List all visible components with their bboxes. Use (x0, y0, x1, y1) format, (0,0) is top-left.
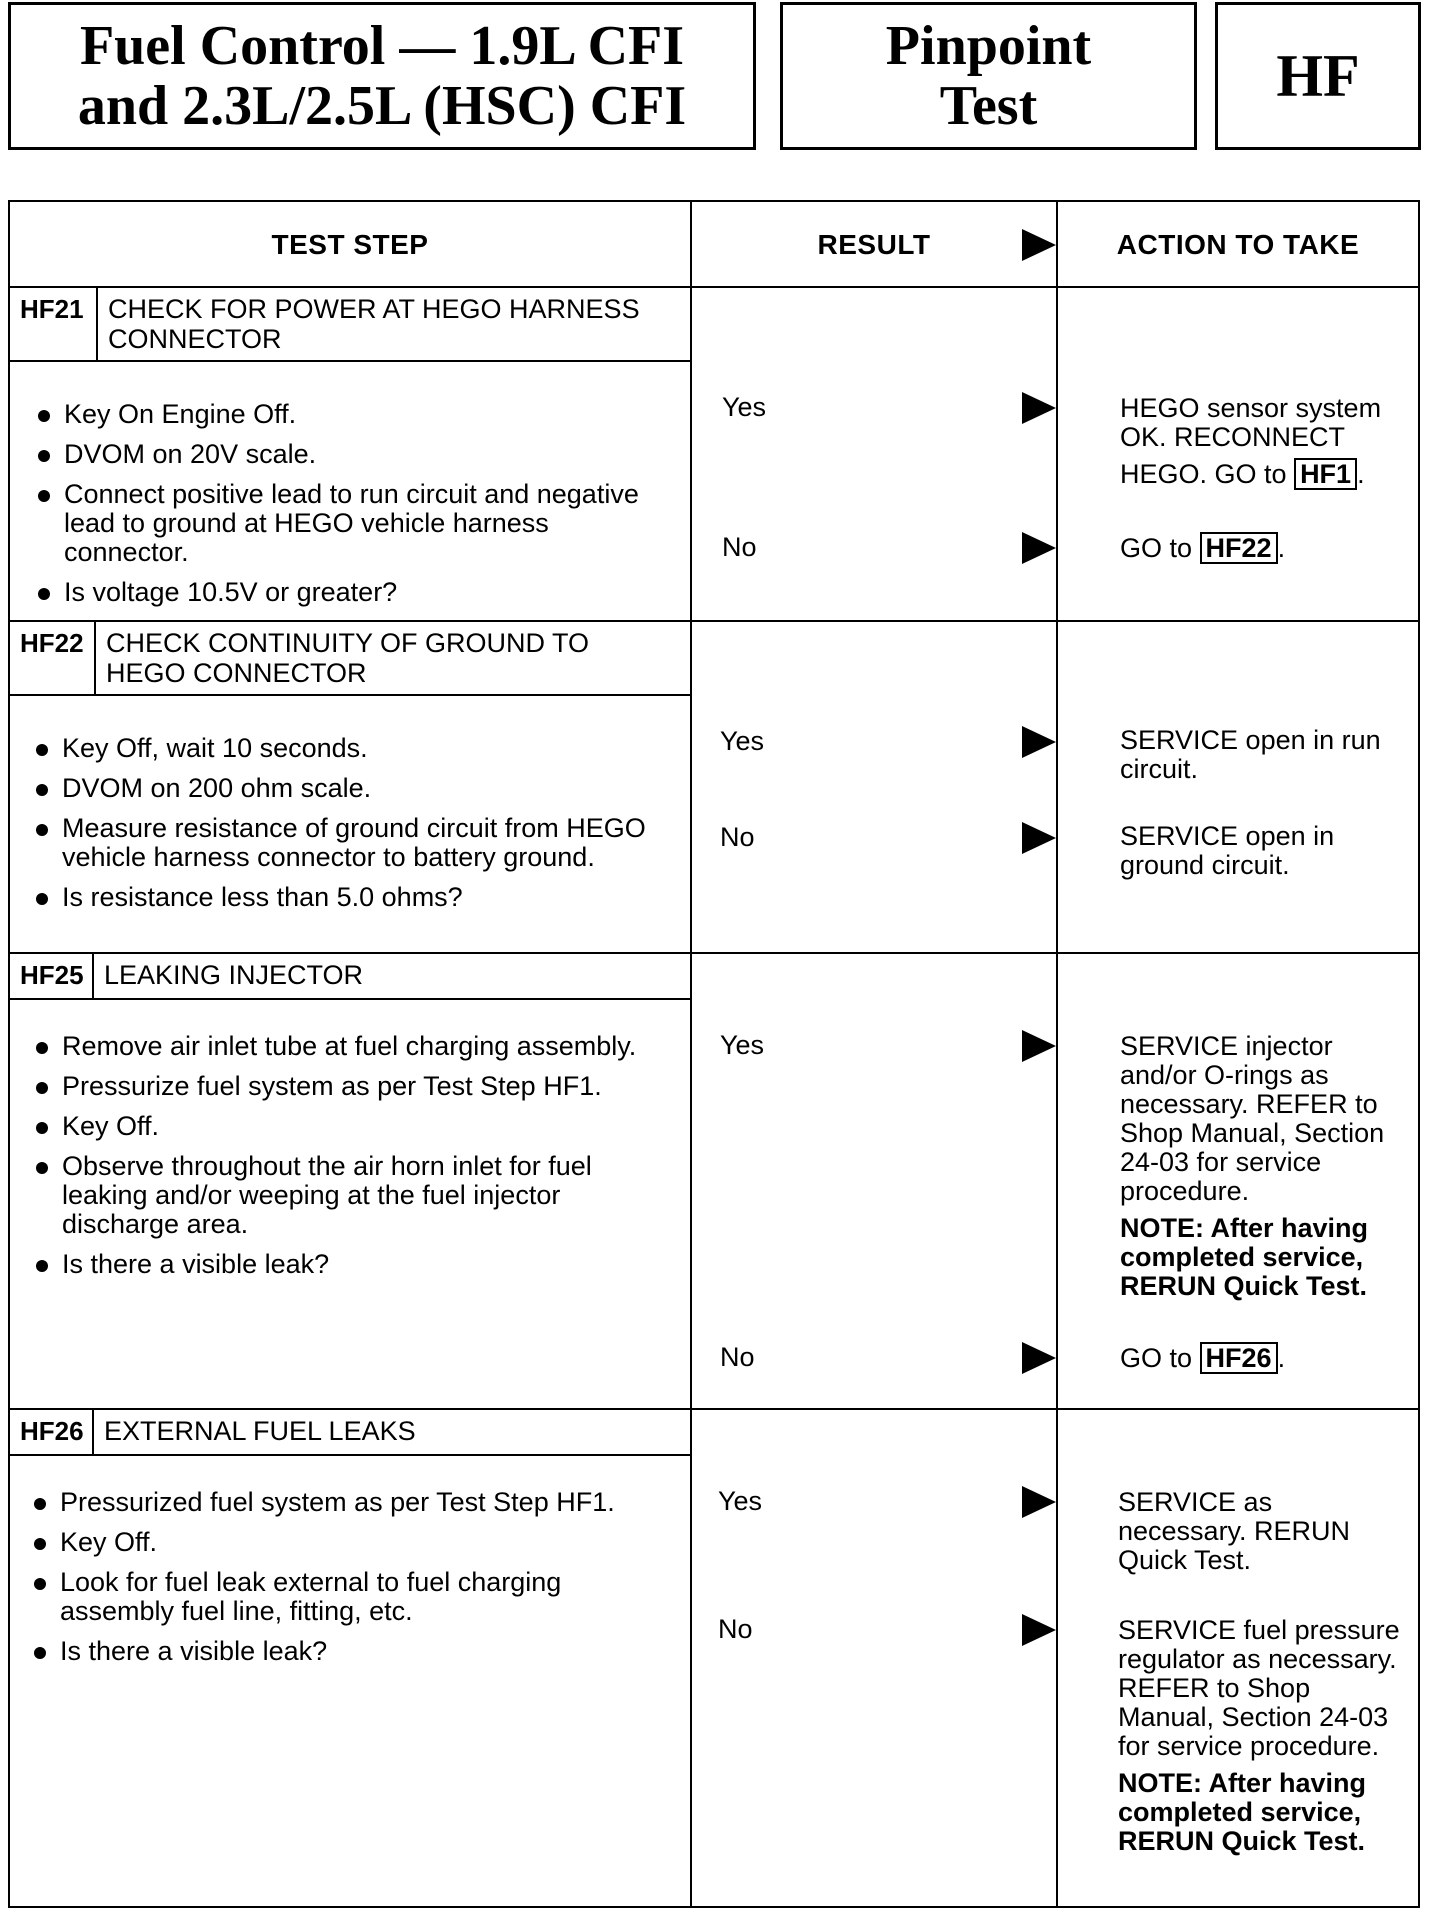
step-title-line1: CHECK FOR POWER AT HEGO HARNESS (108, 294, 640, 324)
action-yes (1120, 394, 1405, 490)
arrow-right-icon (1022, 726, 1056, 758)
arrow-right-icon (1022, 1486, 1056, 1518)
action-no-period: . (1277, 533, 1286, 563)
header-title-line2: and 2.3L/2.5L (HSC) CFI (77, 75, 687, 137)
step-title-line1: LEAKING INJECTOR (104, 960, 364, 990)
step-id-label: HF21 (20, 294, 84, 324)
step-bullet: Key Off. (32, 1112, 680, 1141)
step-reference-hf1[interactable]: HF1 (1294, 458, 1357, 490)
step-title (94, 622, 692, 696)
column-header-result (692, 202, 1056, 288)
test-step-hf21 (10, 288, 1418, 620)
action-no-text: GO to (1120, 533, 1193, 563)
header-title-line1: Fuel Control — 1.9L CFI (79, 15, 685, 77)
action-yes-text: SERVICE injector and/or O-rings as necessary. REFER to Shop Manual, Section 24-03 for service procedure. (1120, 1031, 1385, 1206)
column-header-action-label: ACTION TO TAKE (1116, 229, 1360, 260)
arrow-right-icon (1022, 822, 1056, 854)
step-bullet: Is resistance less than 5.0 ohms? (32, 883, 672, 912)
header-pinpoint-box (780, 2, 1197, 150)
test-step-hf26 (10, 1410, 1418, 1908)
step-bullet: Connect positive lead to run circuit and negative lead to ground at HEGO vehicle harness connector. (34, 480, 674, 567)
result-no: No (720, 822, 755, 852)
result-no: No (718, 1614, 753, 1644)
action-no (1118, 1616, 1403, 1856)
step-id (10, 954, 94, 1000)
step-bullet: Pressurized fuel system as per Test Step HF1. (30, 1488, 680, 1517)
header-code: HF (1276, 42, 1360, 109)
step-id-label: HF25 (20, 960, 84, 990)
step-bullet: Is voltage 10.5V or greater? (34, 578, 674, 607)
step-bullet: Key Off, wait 10 seconds. (32, 734, 672, 763)
action-yes-text: HEGO. GO to (1120, 459, 1287, 489)
step-reference-hf26[interactable]: HF26 (1200, 1342, 1278, 1374)
header-pinpoint-line2: Test (939, 75, 1038, 137)
step-bullet: DVOM on 200 ohm scale. (32, 774, 672, 803)
step-bullet: Remove air inlet tube at fuel charging assembly. (32, 1032, 680, 1061)
column-header-action (1058, 202, 1418, 288)
step-bullet: DVOM on 20V scale. (34, 440, 674, 469)
step-title-line1: EXTERNAL FUEL LEAKS (104, 1416, 416, 1446)
action-no-note: NOTE: After having completed service, RERUN Quick Test. (1118, 1768, 1367, 1856)
arrow-right-icon (1022, 1614, 1056, 1646)
arrow-right-icon (1022, 392, 1056, 424)
header-pinpoint-line1: Pinpoint (885, 15, 1092, 77)
action-yes-line1: HEGO sensor system (1120, 393, 1382, 423)
step-title (92, 954, 692, 1000)
result-yes: Yes (718, 1486, 763, 1516)
step-id (10, 1410, 94, 1456)
action-yes: SERVICE as necessary. RERUN Quick Test. (1118, 1487, 1351, 1575)
action-no-period: . (1277, 1343, 1286, 1373)
step-bullet: Key On Engine Off. (34, 400, 674, 429)
step-bullet: Observe throughout the air horn inlet for fuel leaking and/or weeping at the fuel injector discharge area. (32, 1152, 680, 1239)
header-code-box (1215, 2, 1421, 150)
step-title-line2: HEGO CONNECTOR (106, 658, 367, 688)
action-no-text: SERVICE fuel pressure regulator as necessary. REFER to Shop Manual, Section 24-03 for service procedure. (1118, 1615, 1400, 1761)
action-no (1120, 532, 1405, 564)
action-yes-line2: OK. RECONNECT (1120, 422, 1346, 452)
action-yes: SERVICE open in run circuit. (1120, 725, 1381, 784)
step-title-line1: CHECK CONTINUITY OF GROUND TO (106, 628, 590, 658)
step-id-label: HF26 (20, 1416, 84, 1446)
result-yes: Yes (720, 1030, 765, 1060)
arrow-right-icon (1022, 1342, 1056, 1374)
step-title (92, 1410, 692, 1456)
test-step-hf22 (10, 622, 1418, 952)
pinpoint-test-table (8, 200, 1420, 1908)
result-no: No (722, 532, 757, 562)
step-bullet-list (32, 1032, 680, 1290)
arrow-right-icon (1022, 532, 1056, 564)
action-yes-note: NOTE: After having completed service, RERUN Quick Test. (1120, 1213, 1369, 1301)
step-id-label: HF22 (20, 628, 84, 658)
arrow-right-icon (1022, 229, 1056, 261)
step-title (96, 288, 692, 362)
action-no-text: GO to (1120, 1343, 1193, 1373)
header-title-box (8, 2, 756, 150)
column-header-test-step-label: TEST STEP (271, 229, 429, 260)
action-yes (1120, 1032, 1405, 1301)
column-header-result-label: RESULT (817, 229, 931, 260)
step-bullet: Measure resistance of ground circuit from HEGO vehicle harness connector to battery ground. (32, 814, 672, 872)
step-bullet-list (32, 734, 672, 923)
action-no: SERVICE open in ground circuit. (1120, 821, 1335, 880)
step-bullet: Is there a visible leak? (32, 1250, 680, 1279)
step-bullet-list (30, 1488, 680, 1677)
action-yes-period: . (1357, 459, 1365, 489)
step-reference-hf22[interactable]: HF22 (1200, 532, 1278, 564)
result-yes: Yes (722, 392, 767, 422)
result-no: No (720, 1342, 755, 1372)
step-id (10, 622, 96, 696)
step-title-line2: CONNECTOR (108, 324, 282, 354)
arrow-right-icon (1022, 1030, 1056, 1062)
column-header-test-step (10, 202, 690, 288)
step-bullet: Look for fuel leak external to fuel charging assembly fuel line, fitting, etc. (30, 1568, 680, 1626)
step-bullet-list (34, 400, 674, 618)
step-bullet: Pressurize fuel system as per Test Step HF1. (32, 1072, 680, 1101)
step-bullet: Is there a visible leak? (30, 1637, 680, 1666)
test-step-hf25 (10, 954, 1418, 1408)
action-no (1120, 1342, 1405, 1374)
step-bullet: Key Off. (30, 1528, 680, 1557)
step-id (10, 288, 98, 362)
result-yes: Yes (720, 726, 765, 756)
